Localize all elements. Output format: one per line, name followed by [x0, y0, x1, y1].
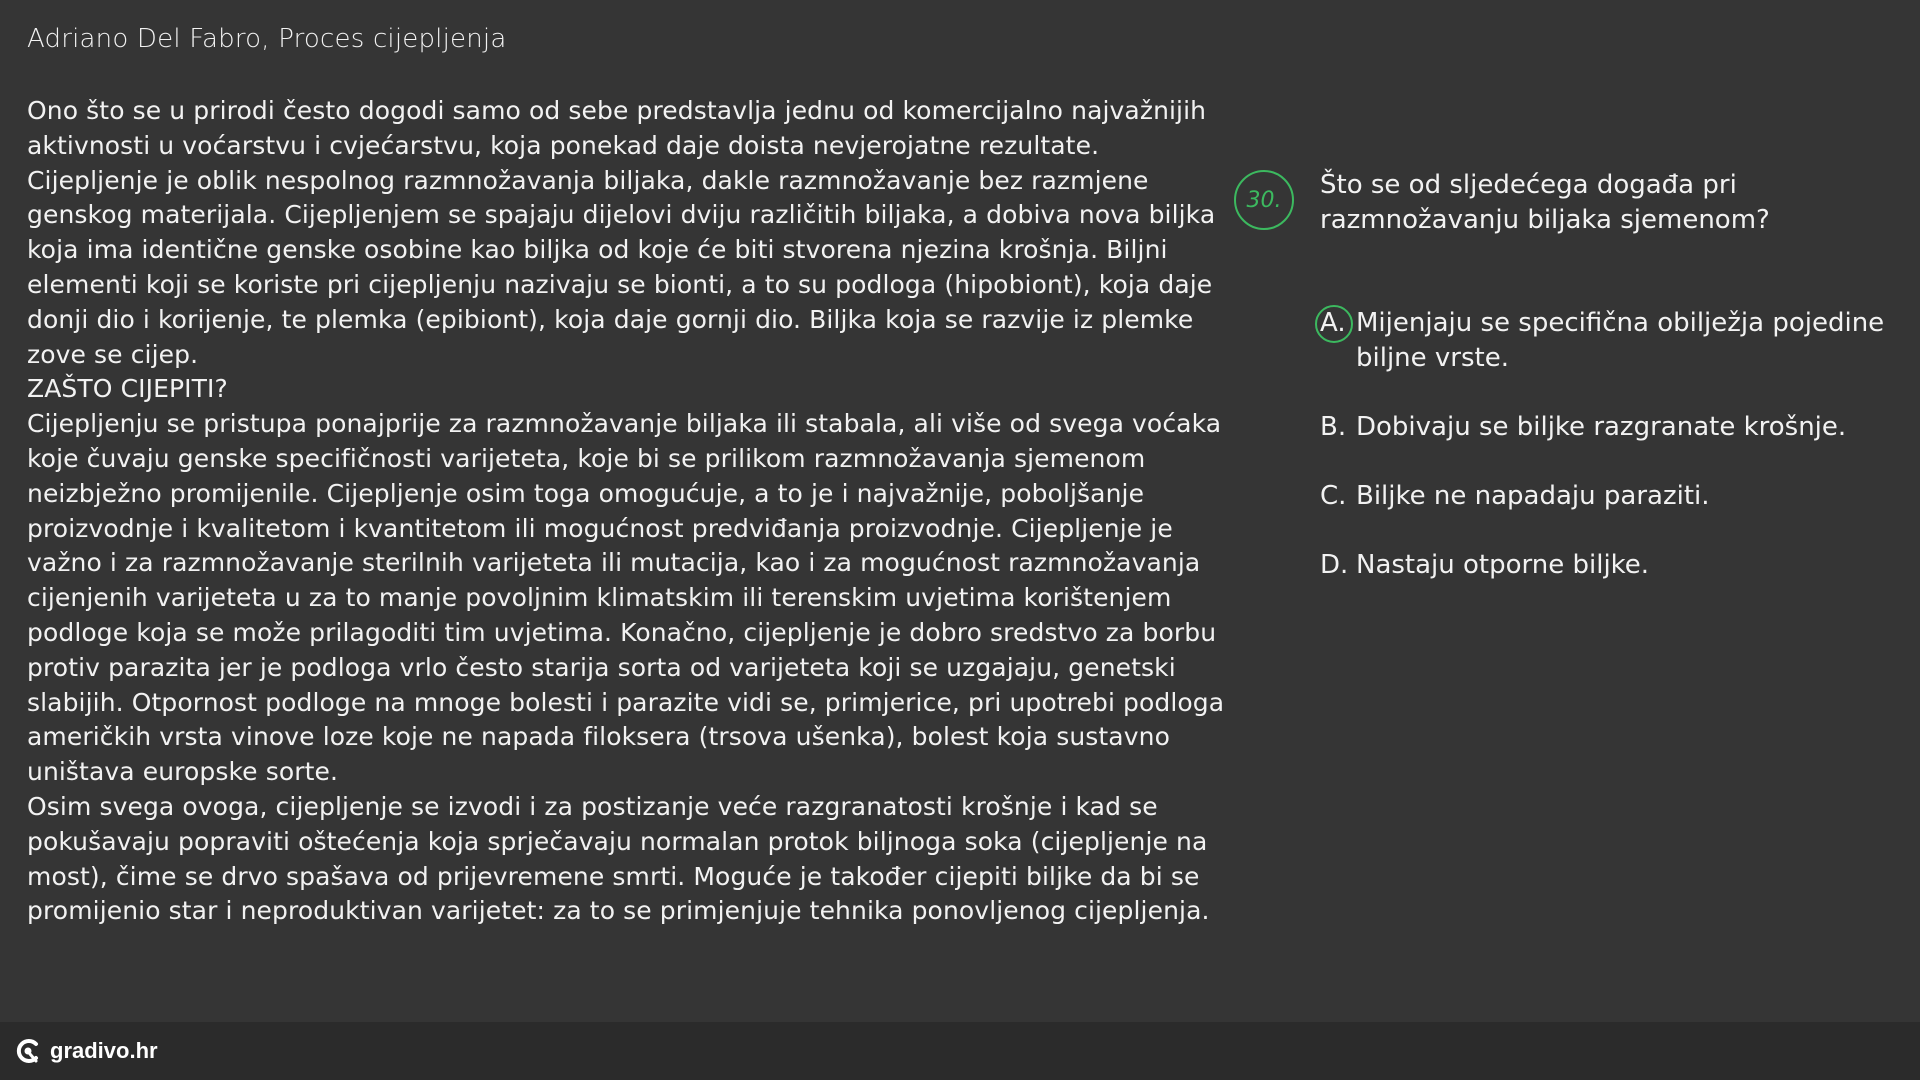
- option-text: Dobivaju se biljke razgranate krošnje.: [1356, 412, 1847, 442]
- gradivo-logo-icon: [14, 1037, 42, 1065]
- option-letter: D.: [1320, 550, 1349, 580]
- option-text: Biljke ne napadaju paraziti.: [1356, 481, 1710, 511]
- answer-option-a[interactable]: [1320, 306, 1900, 376]
- logo-text: gradivo.hr: [50, 1038, 158, 1063]
- answer-options: [1320, 306, 1900, 617]
- passage-paragraph: Cijepljenju se pristupa ponajprije za razmnožavanje biljaka ili stabala, ali više od svega voćaka koje čuvaju genske specifičnosti varijeteta, koje bi se prilikom razmnožavanja sjemenom neizbježno promijenile. Cijepljenje osim toga omogućuje, a to je i najvažnije, poboljšanje proizvodnje i kvalitetom i kvantitetom ili mogućnost predviđanja proizvodnje. Cijepljenje je važno i za razmnožavanje sterilnih varijeteta ili mutacija, kao i za mogućnost razmnožavanja cijenjenih varijeteta u za to manje povoljnim klimatskim ili terenskim uvjetima korištenjem podloge koja se može prilagoditi tim uvjetima. Konačno, cijepljenje je dobro sredstvo za borbu protiv parazita jer je podloga vrlo često starija sorta od varijeteta koji se uzgajaju, genetski slabijih. Otpornost podloge na mnoge bolesti i parazite vidi se, primjerice, pri upotrebi podloga američkih vrsta vinove loze koje ne napada filoksera (trsova ušenka), bolest koja sustavno uništava europske sorte.: [27, 409, 1225, 787]
- passage-paragraph: Ono što se u prirodi često dogodi samo od sebe predstavlja jednu od komercijalno najvažnijih aktivnosti u voćarstvu i cvjećarstvu, koja ponekad daje doista nevjerojatne rezultate.: [27, 96, 1207, 160]
- gradivo-logo[interactable]: [14, 1037, 158, 1065]
- passage-paragraph: Cijepljenje je oblik nespolnog razmnožavanja biljaka, dakle razmnožavanje bez razmjene genskog materijala. Cijepljenjem se spajaju dijelovi dviju različitih biljaka, a dobiva nova biljka koja ima identične genske osobine kao biljka od koje će biti stvorena njezina krošnja. Biljni elementi koji se koriste pri cijepljenju nazivaju se bionti, a to su podloga (hipobiont), koja daje donji dio i korijenje, te plemka (epibiont), koja daje gornji dio. Biljka koja se razvije iz plemke zove se cijep.: [27, 165, 1216, 369]
- question-text: Što se od sljedećega događa pri razmnožavanju biljaka sjemenom?: [1320, 170, 1770, 235]
- passage-paragraph: Osim svega ovoga, cijepljenje se izvodi i za postizanje veće razgranatosti krošnje i kad se pokušavaju popraviti oštećenja koja sprječavaju normalan protok biljnoga soka (cijepljenje na most), čime se drvo spašava od prijevremene smrti. Moguće je također cijepiti biljke da bi se promijenio star i neproduktivan varijetet: za to se primjenjuje tehnika ponovljenog cijepljenja.: [27, 791, 1210, 926]
- passage-text: [27, 94, 1227, 929]
- option-letter: C.: [1320, 481, 1347, 511]
- option-letter: A.: [1320, 306, 1356, 376]
- answer-option-b[interactable]: [1320, 410, 1900, 445]
- answer-option-c[interactable]: [1320, 479, 1900, 514]
- passage-heading: ZAŠTO CIJEPITI?: [27, 374, 228, 404]
- answer-option-d[interactable]: [1320, 548, 1900, 583]
- option-text: Nastaju otporne biljke.: [1356, 550, 1650, 580]
- passage-title: Adriano Del Fabro, Proces cijepljenja: [27, 24, 507, 54]
- footer-bar: [0, 1022, 1920, 1080]
- option-letter: B.: [1320, 412, 1347, 442]
- option-text: Mijenjaju se specifična obilježja pojedine biljne vrste.: [1356, 308, 1885, 373]
- question-number-badge: 30.: [1234, 170, 1294, 230]
